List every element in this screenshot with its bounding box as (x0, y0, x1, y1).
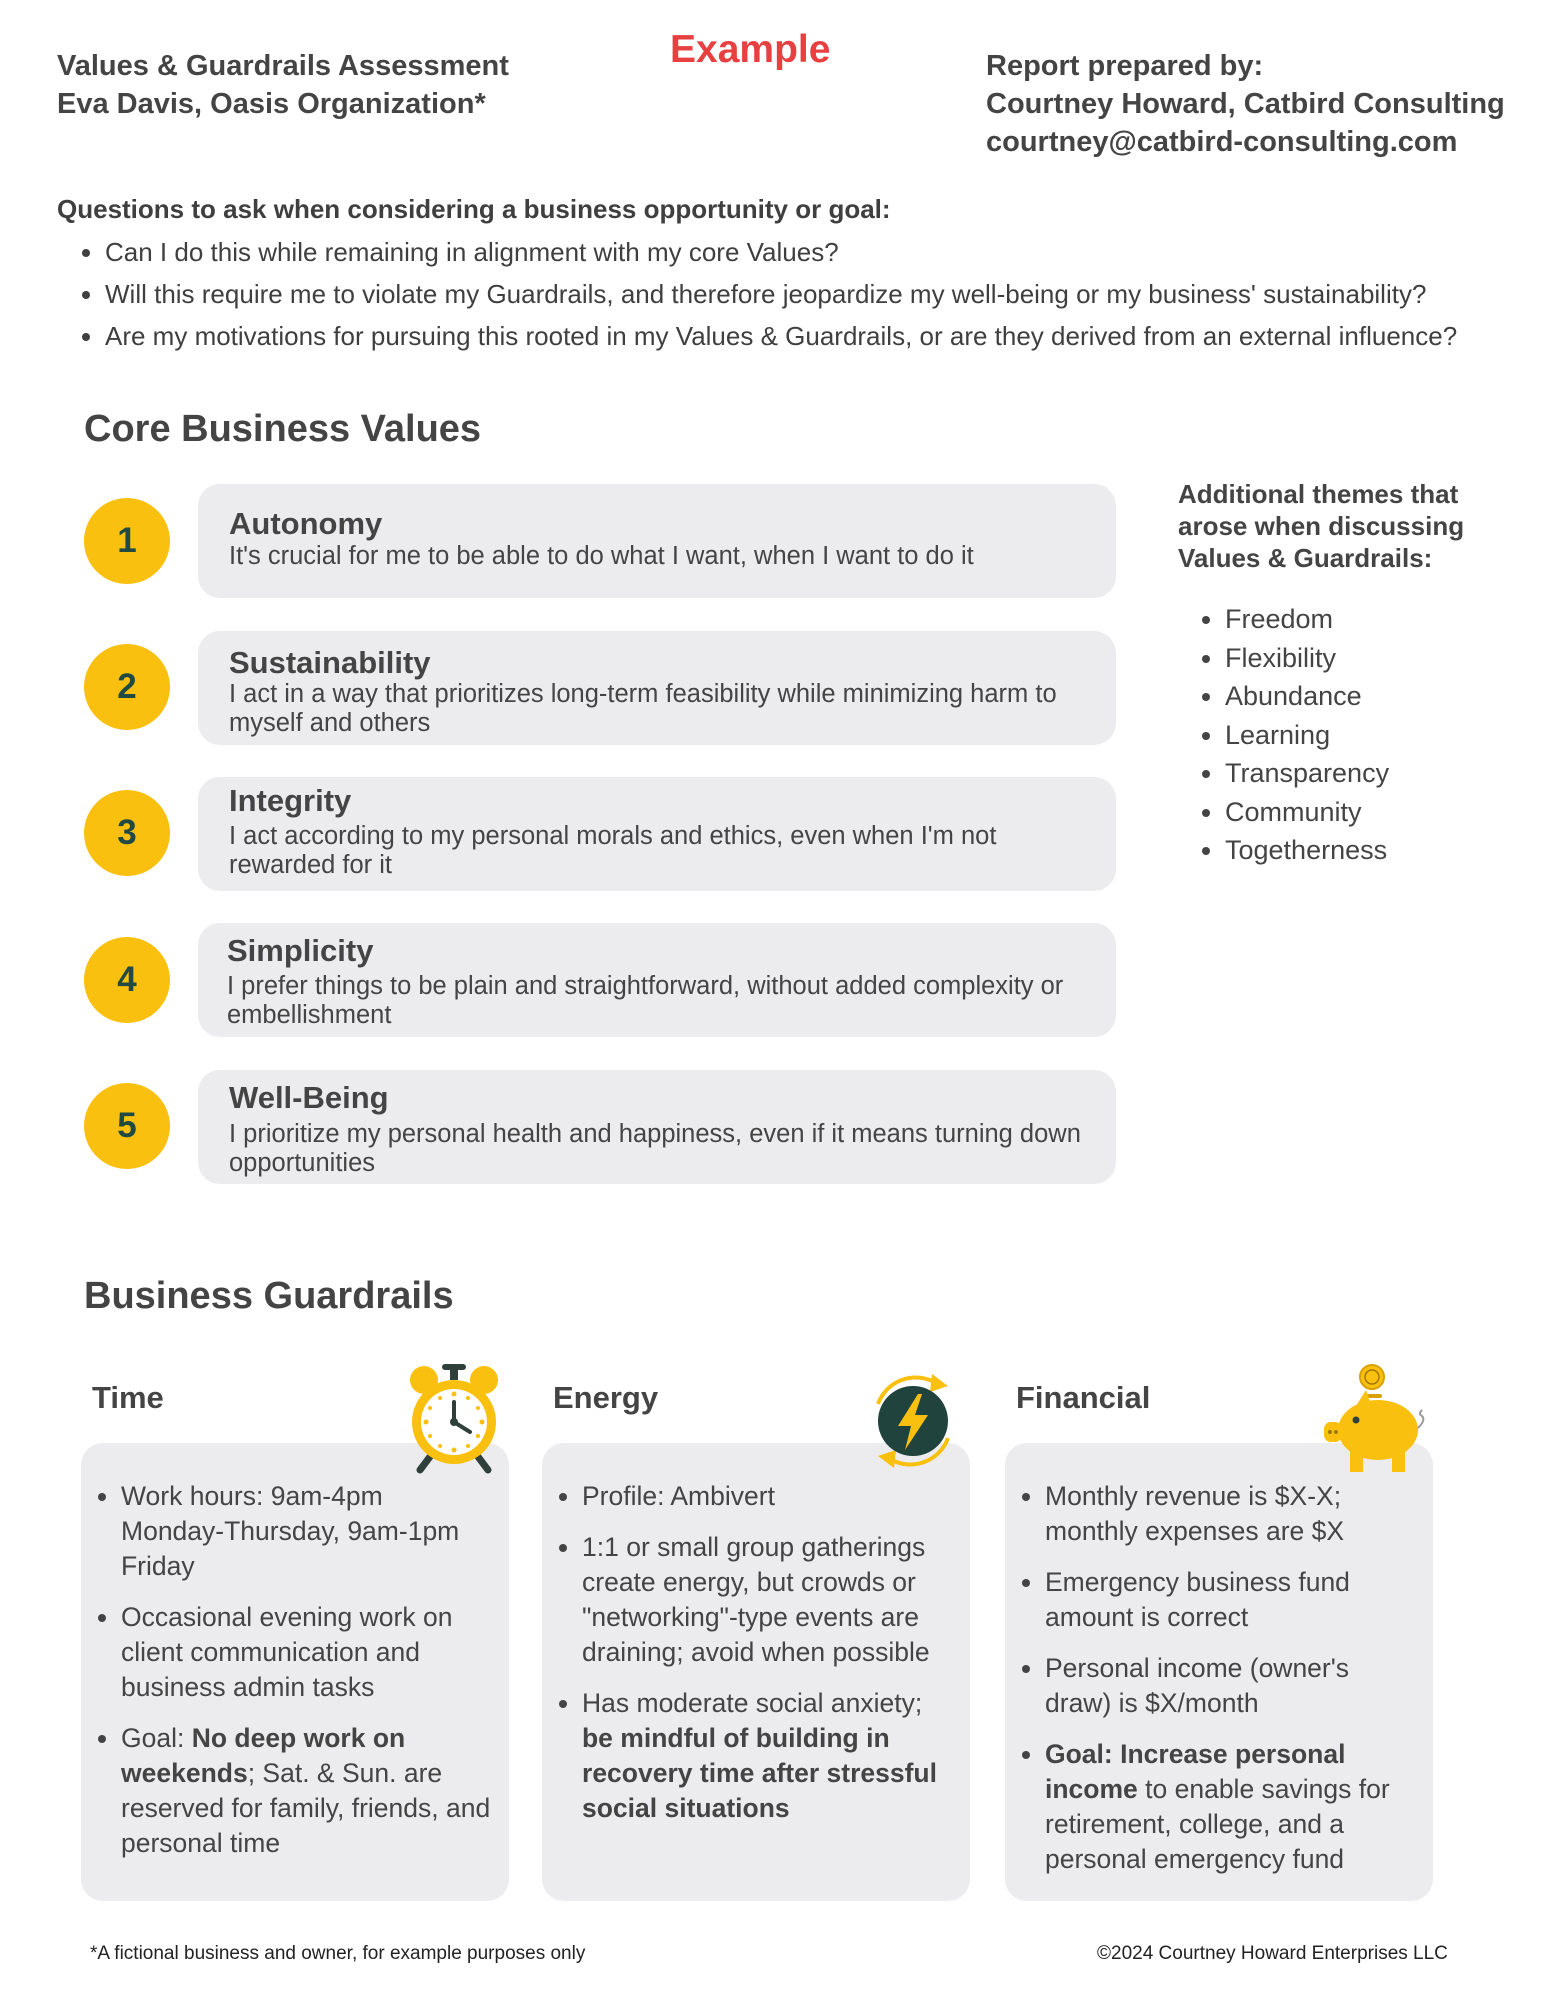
financial-item: • Personal income (owner's draw) is $X/month (1045, 1651, 1415, 1721)
prepared-by-label: Report prepared by: (986, 50, 1264, 82)
energy-item: • 1:1 or small group gatherings create energy, but crowds or "networking"-type events are draining; avoid when possible (582, 1530, 952, 1670)
time-title: Time (92, 1380, 164, 1415)
footer-copyright: ©2024 Courtney Howard Enterprises LLC (1097, 1943, 1448, 1964)
question-item: • Are my motivations for pursuing this rooted in my Values & Guardrails, or are they derived from an external influence? (105, 315, 1497, 357)
value-description: I act in a way that prioritizes long-term feasibility while minimizing harm to myself and others (229, 680, 1057, 737)
value-description: I prioritize my personal health and happiness, even if it means turning down opportunities (229, 1120, 1081, 1177)
theme-item: • Transparency (1225, 754, 1508, 793)
theme-item: • Togetherness (1225, 831, 1508, 870)
theme-item: • Freedom (1225, 600, 1508, 639)
value-description: I act according to my personal morals and ethics, even when I'm not rewarded for it (229, 822, 997, 879)
footer-disclaimer: *A fictional business and owner, for example purposes only (90, 1943, 586, 1964)
guardrails-title: Business Guardrails (84, 1275, 454, 1317)
preparer-block (986, 47, 1505, 161)
assessment-title: Values & Guardrails Assessment (57, 50, 509, 82)
financial-item: • Emergency business fund amount is correct (1045, 1565, 1415, 1635)
time-card (81, 1443, 509, 1901)
time-item: • Occasional evening work on client communication and business admin tasks (121, 1600, 491, 1705)
report-title-block (57, 47, 509, 123)
value-card-sustainability (198, 631, 1116, 745)
theme-item: • Community (1225, 793, 1508, 832)
value-card-simplicity (198, 923, 1116, 1037)
time-list (81, 1443, 509, 1861)
value-card-integrity (198, 777, 1116, 891)
value-number-4: 4 (84, 937, 170, 1023)
value-number-1: 1 (84, 498, 170, 584)
value-card-well-being (198, 1070, 1116, 1184)
piggy-bank-icon (1318, 1362, 1430, 1474)
energy-list (542, 1443, 970, 1826)
energy-card (542, 1443, 970, 1901)
value-number-5: 5 (84, 1083, 170, 1169)
energy-title: Energy (553, 1380, 659, 1415)
financial-title: Financial (1016, 1380, 1151, 1415)
time-item (121, 1721, 491, 1861)
lightning-bolt-icon (858, 1366, 968, 1476)
theme-item: • Flexibility (1225, 639, 1508, 678)
client-name: Eva Davis, Oasis Organization* (57, 88, 486, 120)
question-item: • Will this require me to violate my Guardrails, and therefore jeopardize my well-being or my business' sustainability? (105, 273, 1497, 315)
energy-item (582, 1686, 952, 1826)
themes-title: Additional themes that arose when discussing Values & Guardrails: (1178, 479, 1465, 573)
preparer-email: courtney@catbird-consulting.com (986, 126, 1458, 158)
value-card-autonomy (198, 484, 1116, 598)
value-title: Simplicity (227, 933, 374, 968)
time-item: • Work hours: 9am-4pm Monday-Thursday, 9am-1pm Friday (121, 1479, 491, 1584)
value-description: I prefer things to be plain and straightforward, without added complexity or embellishment (227, 972, 1064, 1029)
energy-anxiety-emphasis: be mindful of building in recovery time after stressful social situations (582, 1723, 937, 1823)
core-values-title: Core Business Values (84, 408, 482, 450)
questions-title: Questions to ask when considering a business opportunity or goal: (57, 194, 891, 224)
questions-list (57, 231, 1497, 357)
financial-goal-emphasis: Goal: Increase personal income (1045, 1739, 1346, 1804)
energy-anxiety-text: Has moderate social anxiety; (582, 1688, 923, 1718)
value-number-2: 2 (84, 644, 170, 730)
financial-card (1005, 1443, 1433, 1901)
financial-goal-text: to enable savings for retirement, college, and a personal emergency fund (1045, 1774, 1390, 1874)
preparer-name: Courtney Howard, Catbird Consulting (986, 88, 1505, 120)
time-goal-emphasis: No deep work on weekends (121, 1723, 406, 1788)
question-item: • Can I do this while remaining in alignment with my core Values? (105, 231, 1497, 273)
themes-section (1178, 478, 1508, 870)
value-description: It's crucial for me to be able to do what I want, when I want to do it (229, 542, 974, 570)
financial-item (1045, 1737, 1415, 1877)
theme-item: • Learning (1225, 716, 1508, 755)
alarm-clock-icon (406, 1362, 502, 1474)
theme-item: • Abundance (1225, 677, 1508, 716)
questions-section (57, 194, 1497, 357)
value-title: Sustainability (229, 645, 431, 680)
energy-item: • Profile: Ambivert (582, 1479, 952, 1514)
value-title: Well-Being (229, 1080, 389, 1115)
time-goal-text: ; Sat. & Sun. are reserved for family, friends, and personal time (121, 1758, 491, 1858)
value-title: Autonomy (229, 506, 383, 541)
time-goal-label: Goal: (121, 1723, 192, 1753)
value-title: Integrity (229, 783, 352, 818)
financial-list (1005, 1443, 1433, 1877)
example-badge: Example (670, 28, 831, 71)
themes-list (1178, 600, 1508, 870)
value-number-3: 3 (84, 790, 170, 876)
financial-item: • Monthly revenue is $X-X; monthly expenses are $X (1045, 1479, 1415, 1549)
